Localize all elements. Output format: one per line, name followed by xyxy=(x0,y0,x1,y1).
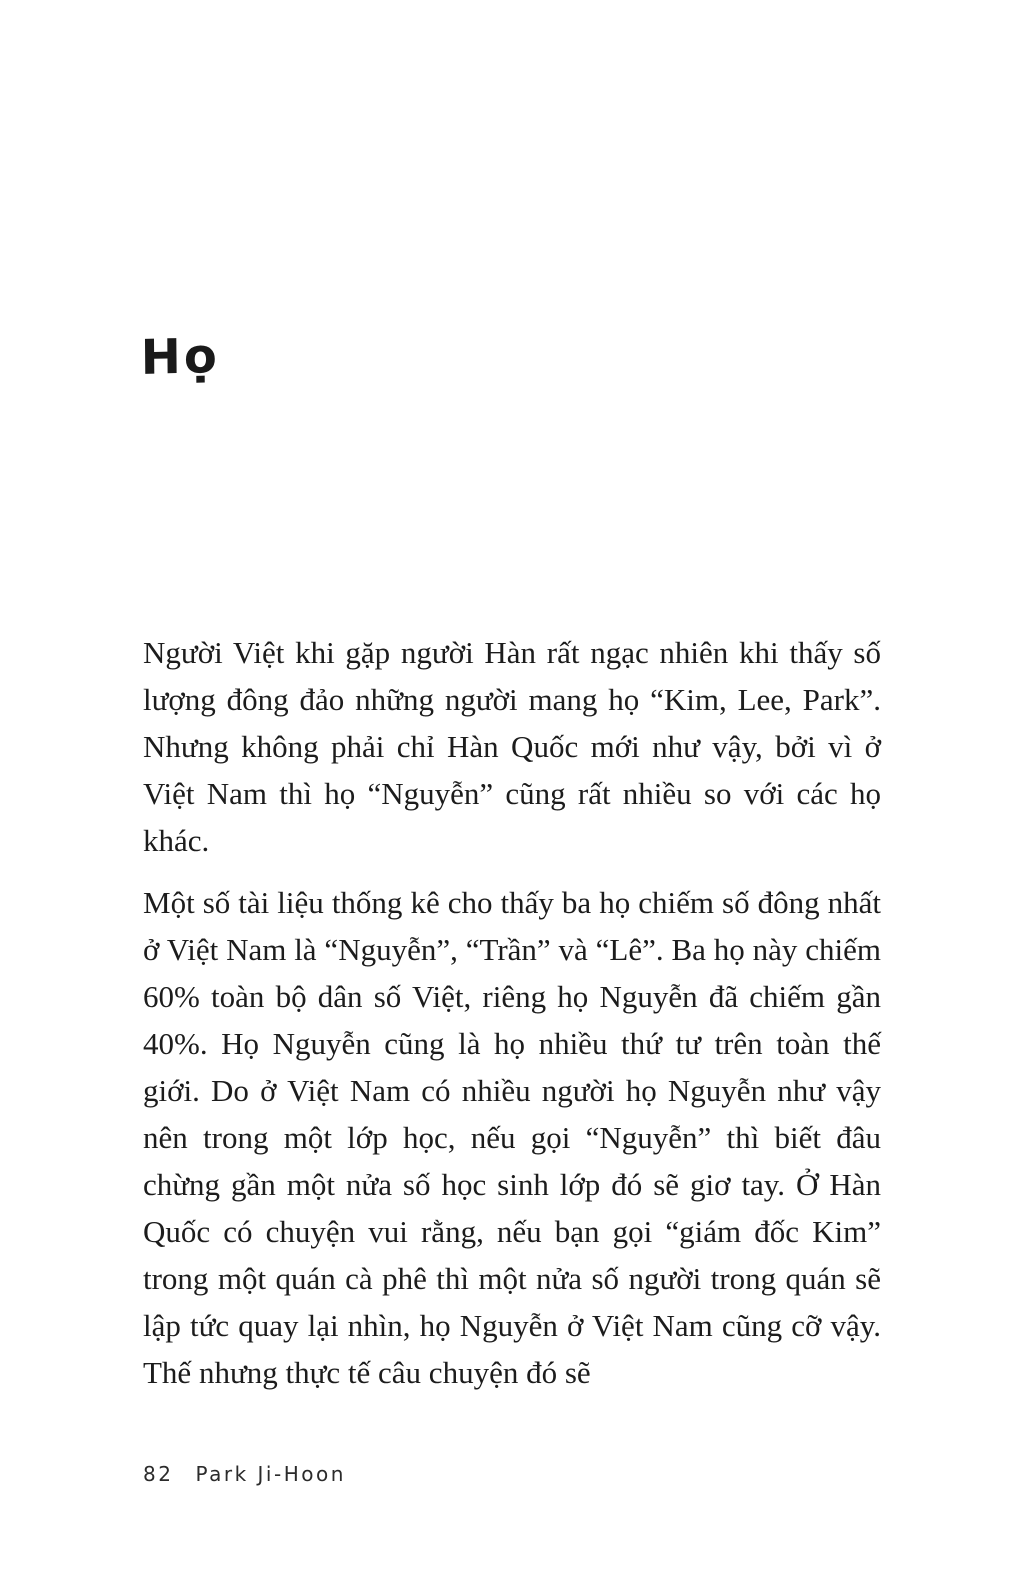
body-text-block xyxy=(143,629,881,1396)
page-number: 82 xyxy=(143,1462,174,1486)
page-footer xyxy=(143,1462,346,1486)
chapter-title: Họ xyxy=(140,327,221,386)
body-paragraph: Một số tài liệu thống kê cho thấy ba họ chiếm số đông nhất ở Việt Nam là “Nguyễn”, “Trần” và “Lê”. Ba họ này chiếm 60% toàn bộ dân số Việt, riêng họ Nguyễn đã chiếm gần 40%. Họ Nguyễn cũng là họ nhiều thứ tư trên toàn thế giới. Do ở Việt Nam có nhiều người họ Nguyễn như vậy nên trong một lớp học, nếu gọi “Nguyễn” thì biết đâu chừng gần một nửa số học sinh lớp đó sẽ giơ tay. Ở Hàn Quốc có chuyện vui rằng, nếu bạn gọi “giám đốc Kim” trong một quán cà phê thì một nửa số người trong quán sẽ lập tức quay lại nhìn, họ Nguyễn ở Việt Nam cũng cỡ vậy. Thế nhưng thực tế câu chuyện đó sẽ xyxy=(143,885,881,1390)
body-paragraph: Người Việt khi gặp người Hàn rất ngạc nhiên khi thấy số lượng đông đảo những người mang họ “Kim, Lee, Park”. Nhưng không phải chỉ Hàn Quốc mới như vậy, bởi vì ở Việt Nam thì họ “Nguyễn” cũng rất nhiều so với các họ khác. xyxy=(143,635,881,858)
author-name: Park Ji-Hoon xyxy=(195,1462,346,1486)
